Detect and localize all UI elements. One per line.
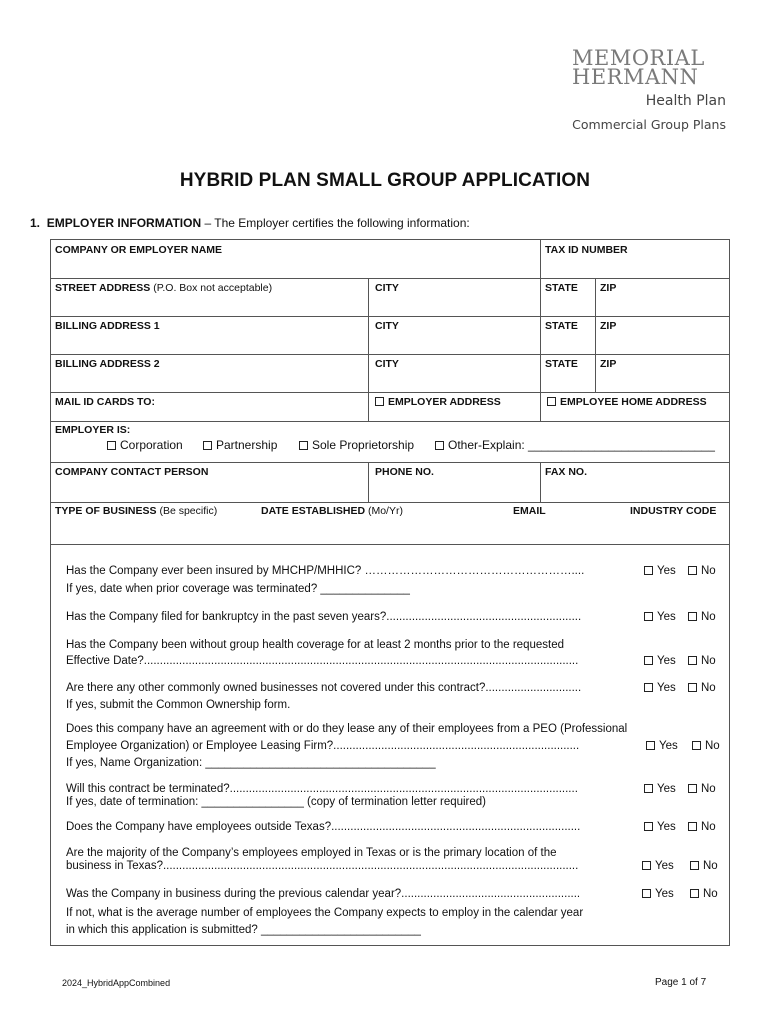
question-texas-majority-line2: business in Texas?.................................................................................................................................. (66, 860, 579, 872)
q9-no[interactable]: No (690, 887, 718, 901)
date-established-field[interactable]: DATE ESTABLISHED (Mo/Yr) (261, 505, 403, 517)
q8-no[interactable]: No (690, 859, 718, 873)
section-1-heading (30, 216, 470, 230)
q3-no-checkbox[interactable] (688, 656, 697, 665)
q7-yes-checkbox[interactable] (644, 822, 653, 831)
q2-yes-checkbox[interactable] (644, 612, 653, 621)
q6-yes[interactable]: Yes (644, 782, 676, 796)
logo-line-2: HERMANN (572, 65, 699, 89)
q5-no[interactable]: No (692, 739, 720, 753)
page-title: HYBRID PLAN SMALL GROUP APPLICATION (179, 170, 591, 191)
type-of-business-field[interactable]: TYPE OF BUSINESS (Be specific) (55, 505, 218, 517)
other-checkbox[interactable] (435, 441, 444, 450)
billing1-city-field[interactable]: CITY (375, 320, 399, 332)
billing2-city-field[interactable]: CITY (375, 358, 399, 370)
q1-no[interactable]: No (688, 564, 716, 578)
q2-no[interactable]: No (688, 610, 716, 624)
street-state-field[interactable]: STATE (545, 282, 578, 294)
question-previous-year: Was the Company in business during the previous calendar year?........................................................ (66, 888, 581, 900)
tax-id-field[interactable]: TAX ID NUMBER (545, 244, 628, 256)
billing2-zip-field[interactable]: ZIP (600, 358, 617, 370)
employee-home-address-checkbox[interactable] (547, 397, 556, 406)
question-texas-majority-line1: Are the majority of the Company’s employees employed in Texas or is the primary location of the (66, 847, 557, 859)
memorial-hermann-logo (572, 42, 732, 136)
question-peo-line2: Employee Organization) or Employee Leasing Firm?............................................................................. (66, 740, 580, 752)
employer-is-label: EMPLOYER IS: (55, 424, 131, 436)
partnership-option[interactable]: Partnership (203, 438, 277, 452)
other-explain-option[interactable]: Other-Explain: ____________________________ (435, 438, 715, 452)
fax-field[interactable]: FAX NO. (545, 466, 588, 478)
question-avg-employees-line2: in which this application is submitted? _________________________ (66, 924, 421, 936)
q5-no-checkbox[interactable] (692, 741, 701, 750)
q4-no-checkbox[interactable] (688, 683, 697, 692)
street-city-field[interactable]: CITY (375, 282, 399, 294)
q5-yes-checkbox[interactable] (646, 741, 655, 750)
billing2-state-field[interactable]: STATE (545, 358, 578, 370)
billing1-state-field[interactable]: STATE (545, 320, 578, 332)
q3-no[interactable]: No (688, 654, 716, 668)
q3-yes[interactable]: Yes (644, 654, 676, 668)
street-zip-field[interactable]: ZIP (600, 282, 617, 294)
q6-no[interactable]: No (688, 782, 716, 796)
sole-proprietorship-checkbox[interactable] (299, 441, 308, 450)
employer-address-checkbox[interactable] (375, 397, 384, 406)
phone-field[interactable]: PHONE NO. (375, 466, 434, 478)
q4-no[interactable]: No (688, 681, 716, 695)
q5-yes[interactable]: Yes (646, 739, 678, 753)
question-bankruptcy: Has the Company filed for bankruptcy in the past seven years?............................................................. (66, 611, 582, 623)
q7-no-checkbox[interactable] (688, 822, 697, 831)
q9-yes-checkbox[interactable] (642, 889, 651, 898)
q1-yes-checkbox[interactable] (644, 566, 653, 575)
billing-address-2-field[interactable]: BILLING ADDRESS 2 (55, 358, 160, 370)
q2-no-checkbox[interactable] (688, 612, 697, 621)
employee-home-address-option[interactable]: EMPLOYEE HOME ADDRESS (547, 396, 707, 408)
q8-yes[interactable]: Yes (642, 859, 674, 873)
partnership-checkbox[interactable] (203, 441, 212, 450)
q1-no-checkbox[interactable] (688, 566, 697, 575)
question-coverage-gap-line2: Effective Date?........................................................................................................................................ (66, 655, 579, 667)
question-peo-organization: If yes, Name Organization: ____________________________________ (66, 757, 436, 769)
question-prior-insured: Has the Company ever been insured by MHCHP/MHHIC? ……………………………………………….... (66, 565, 585, 577)
corporation-option[interactable]: Corporation (107, 438, 183, 452)
section-number: 1. (30, 216, 41, 230)
footer-document-id: 2024_HybridAppCombined (62, 978, 171, 988)
q9-yes[interactable]: Yes (642, 887, 674, 901)
q7-no[interactable]: No (688, 820, 716, 834)
billing1-zip-field[interactable]: ZIP (600, 320, 617, 332)
question-avg-employees-line1: If not, what is the average number of employees the Company expects to employ in the calendar year (66, 907, 584, 919)
contact-person-field[interactable]: COMPANY CONTACT PERSON (55, 466, 209, 478)
q9-no-checkbox[interactable] (690, 889, 699, 898)
footer-page-number: Page 1 of 7 (655, 977, 707, 988)
q2-yes[interactable]: Yes (644, 610, 676, 624)
q7-yes[interactable]: Yes (644, 820, 676, 834)
question-common-ownership: Are there any other commonly owned businesses not covered under this contract?.............................. (66, 682, 582, 694)
q3-yes-checkbox[interactable] (644, 656, 653, 665)
q6-yes-checkbox[interactable] (644, 784, 653, 793)
logo-line-4: Commercial Group Plans (572, 117, 726, 132)
email-field[interactable]: EMAIL (513, 505, 546, 517)
logo-line-3: Health Plan (645, 93, 726, 109)
q8-yes-checkbox[interactable] (642, 861, 651, 870)
corporation-checkbox[interactable] (107, 441, 116, 450)
section-title: EMPLOYER INFORMATION (46, 216, 202, 230)
question-prior-insured-date: If yes, date when prior coverage was terminated? ______________ (66, 583, 410, 595)
street-address-field[interactable]: STREET ADDRESS (P.O. Box not acceptable) (55, 282, 273, 294)
q4-yes-checkbox[interactable] (644, 683, 653, 692)
section-subtitle: – The Employer certifies the following information: (201, 216, 470, 230)
q6-no-checkbox[interactable] (688, 784, 697, 793)
question-employees-outside-texas: Does the Company have employees outside Texas?.............................................................................. (66, 821, 581, 833)
employer-address-option[interactable]: EMPLOYER ADDRESS (375, 396, 501, 408)
question-contract-terminated: Will this contract be terminated?............................................................................................................. (66, 783, 578, 795)
question-coverage-gap-line1: Has the Company been without group health coverage for at least 2 months prior to the requested (66, 639, 564, 651)
q8-no-checkbox[interactable] (690, 861, 699, 870)
question-peo-line1: Does this company have an agreement with or do they lease any of their employees from a PEO (Professional (66, 723, 628, 735)
industry-code-field[interactable]: INDUSTRY CODE (630, 505, 717, 517)
billing-address-1-field[interactable]: BILLING ADDRESS 1 (55, 320, 160, 332)
mail-id-cards-label: MAIL ID CARDS TO: (55, 396, 155, 408)
question-termination-date: If yes, date of termination: ________________ (copy of termination letter required) (66, 796, 487, 808)
q4-yes[interactable]: Yes (644, 681, 676, 695)
company-name-field[interactable]: COMPANY OR EMPLOYER NAME (55, 244, 223, 256)
question-common-ownership-note: If yes, submit the Common Ownership form. (66, 699, 291, 711)
q1-yes[interactable]: Yes (644, 564, 676, 578)
sole-proprietorship-option[interactable]: Sole Proprietorship (299, 438, 414, 452)
logo-line-1: MEMORIAL (572, 46, 705, 70)
